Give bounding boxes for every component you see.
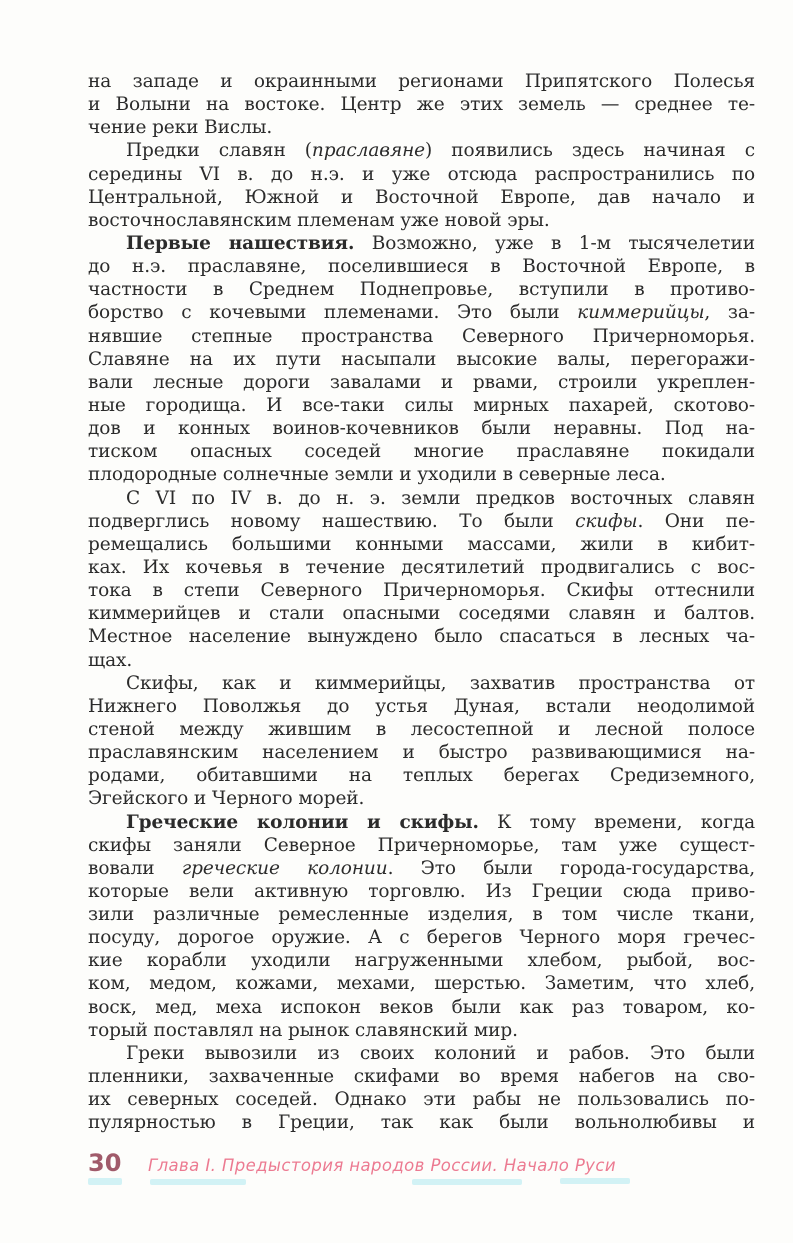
text-run: праславянским населением и быстро развивающимися на- (88, 742, 755, 764)
text-block (88, 70, 755, 1134)
text-line (88, 487, 755, 510)
page-footer (0, 1148, 793, 1188)
text-line (88, 163, 755, 186)
text-line (88, 394, 755, 417)
text-run: тока в степи Северного Причерноморья. Скифы оттеснили (88, 580, 755, 602)
chapter-title: Глава I. Предыстория народов России. Начало Руси (148, 1156, 616, 1175)
text-line (88, 764, 755, 787)
text-line (88, 186, 755, 209)
text-run: Местное население вынуждено было спасаться в лесных ча- (88, 626, 755, 648)
page-number: 30 (88, 1149, 122, 1177)
bold-run: Греческие колонии и скифы. (126, 811, 479, 833)
text-line (88, 278, 755, 301)
text-run: нявшие степные пространства Северного Причерноморья. (88, 325, 755, 347)
text-run: Греки вывозили из своих колоний и рабов. Это были (126, 1042, 755, 1064)
text-line (88, 1111, 755, 1134)
italic-run: праславяне (311, 140, 426, 162)
text-run: середины VI в. до н.э. и уже отсюда распространились по (88, 163, 755, 185)
text-line (88, 787, 755, 810)
italic-run: киммерийцы (577, 302, 705, 324)
italic-run: греческие колонии (181, 857, 388, 879)
text-run: вовали (88, 857, 182, 879)
text-run: ках. Их кочевья в течение десятилетий продвигались с вос- (88, 556, 755, 578)
text-run: ком, медом, кожами, мехами, шерстью. Заметим, что хлеб, (88, 973, 755, 995)
paragraph (88, 70, 755, 139)
paragraph (88, 672, 755, 811)
text-run: щах. (88, 649, 133, 671)
text-run: Нижнего Поволжья до устья Дуная, встали неодолимой (88, 695, 755, 717)
text-line (88, 232, 755, 255)
text-line (88, 1019, 755, 1042)
text-line (88, 579, 755, 602)
paragraph (88, 487, 755, 672)
text-run: на западе и окраинными регионами Припятского Полесья (88, 71, 755, 92)
bold-run: Первые нашествия. (126, 232, 355, 254)
text-run: подверглись новому нашествию. То были (88, 510, 576, 532)
text-line (88, 510, 755, 533)
text-run: Скифы, как и киммерийцы, захватив пространства от (126, 672, 755, 694)
text-run: чение реки Вислы. (88, 117, 273, 139)
text-line (88, 834, 755, 857)
text-run: скифы заняли Северное Причерноморье, там уже сущест- (88, 834, 755, 856)
text-run: . Они пе- (637, 510, 755, 532)
text-line (88, 348, 755, 371)
text-line (88, 325, 755, 348)
text-run: зили различные ремесленные изделия, в том числе ткани, (88, 904, 755, 926)
text-run: Предки славян ( (126, 140, 312, 162)
paragraph (88, 139, 755, 232)
text-line (88, 301, 755, 324)
text-run: Возможно, уже в 1-м тысячелетии (354, 232, 755, 254)
text-run: киммерийцев и стали опасными соседями славян и балтов. (88, 603, 755, 625)
text-run: ремещались большими конными массами, жили в кибит- (88, 533, 755, 555)
text-run: вали лесные дороги завалами и рвами, строили укреплен- (88, 371, 755, 393)
paragraph (88, 232, 755, 487)
text-line (88, 857, 755, 880)
text-line (88, 880, 755, 903)
text-line (88, 1088, 755, 1111)
text-line (88, 996, 755, 1019)
text-line (88, 1065, 755, 1088)
text-line (88, 440, 755, 463)
text-line (88, 556, 755, 579)
text-line (88, 93, 755, 116)
text-run: воск, мед, меха испокон веков были как раз товаром, ко- (88, 996, 755, 1018)
text-line (88, 811, 755, 834)
text-run: пленники, захваченные скифами во время набегов на сво- (88, 1066, 755, 1088)
text-run: пулярностью в Греции, так как были вольнолюбивы и (88, 1112, 755, 1134)
text-run: ) появились здесь начиная с (425, 140, 755, 162)
text-line (88, 371, 755, 394)
text-run: кие корабли уходили нагруженными хлебом, рыбой, вос- (88, 950, 755, 972)
text-run: тиском опасных соседей многие праславяне покидали (88, 441, 755, 463)
text-line (88, 926, 755, 949)
text-run: С VI по IV в. до н. э. земли предков восточных славян (126, 487, 755, 509)
text-run: торый поставлял на рынок славянский мир. (88, 1019, 518, 1041)
text-run: борство с кочевыми племенами. Это были (88, 302, 578, 324)
text-run: дов и конных воинов-кочевников были неравны. Под на- (88, 418, 755, 440)
text-line (88, 116, 755, 139)
text-line (88, 695, 755, 718)
text-line (88, 649, 755, 672)
text-run: их северных соседей. Однако эти рабы не пользовались по- (88, 1089, 755, 1111)
text-run: которые вели активную торговлю. Из Греции сюда приво- (88, 880, 755, 902)
text-line (88, 672, 755, 695)
text-line (88, 255, 755, 278)
text-run: плодородные солнечные земли и уходили в северные леса. (88, 464, 666, 486)
text-line (88, 533, 755, 556)
paragraph (88, 1042, 755, 1135)
text-run: Эгейского и Черного морей. (88, 788, 365, 810)
text-run: до н.э. праславяне, поселившиеся в Восточной Европе, в (88, 256, 755, 278)
text-run: Славяне на их пути насыпали высокие валы, перегоражи- (88, 348, 755, 370)
text-line (88, 602, 755, 625)
paragraph (88, 811, 755, 1042)
text-run: и Волыни на востоке. Центр же этих земель — среднее те- (88, 94, 755, 116)
text-line (88, 718, 755, 741)
italic-run: скифы (575, 510, 638, 532)
text-run: частности в Среднем Поднепровье, вступили в противо- (88, 279, 755, 301)
text-run: . Это были города-государства, (387, 857, 755, 879)
text-run: стеной между жившим в лесостепной и лесной полосе (88, 718, 755, 740)
text-line (88, 741, 755, 764)
text-run: родами, обитавшими на теплых берегах Средиземного, (88, 765, 755, 787)
text-line (88, 1042, 755, 1065)
text-run: К тому времени, когда (478, 811, 755, 833)
text-run: Центральной, Южной и Восточной Европе, дав начало и (88, 186, 755, 208)
text-line (88, 972, 755, 995)
text-line (88, 209, 755, 232)
text-line (88, 417, 755, 440)
text-line (88, 949, 755, 972)
text-run: посуду, дорогое оружие. А с берегов Черного моря гречес- (88, 927, 755, 949)
text-line (88, 463, 755, 486)
text-run: восточнославянским племенам уже новой эры. (88, 209, 550, 231)
text-line (88, 70, 755, 93)
text-run: , за- (704, 302, 755, 324)
text-line (88, 625, 755, 648)
text-line (88, 903, 755, 926)
text-line (88, 139, 755, 162)
text-run: ные городища. И все-таки силы мирных пахарей, скотово- (88, 394, 755, 416)
